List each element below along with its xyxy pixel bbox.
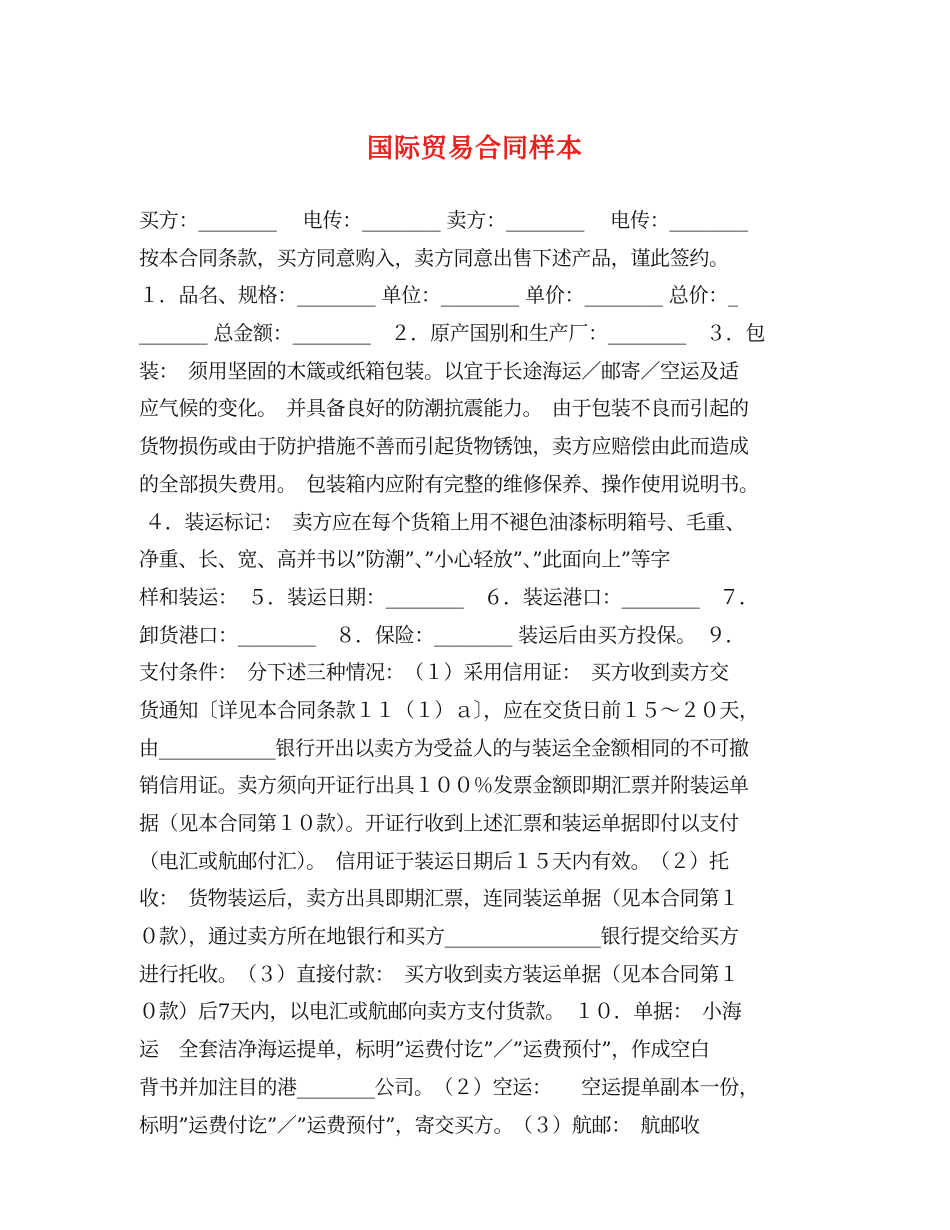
contract-line: 销信用证。卖方须向开证行出具１００％发票金额即期汇票并附装运单 xyxy=(139,773,749,798)
contract-line: 支付条件： 分下述三种情况： （１）采用信用证： 买方收到卖方交 xyxy=(139,660,729,685)
contract-line: 样和装运： ５．装运日期：________ ６．装运港口：________ ７． xyxy=(139,584,759,609)
contract-line: （电汇或航邮付汇）。 信用证于装运日期后１５天内有效。 （２）托 xyxy=(139,848,729,873)
contract-line: 卸货港口：________ ８．保险：________ 装运后由买方投保。 ９． xyxy=(139,622,746,647)
contract-line: 标明”运费付讫”／”运费预付”，寄交买方。 （３）航邮： 航邮收 xyxy=(139,1112,700,1137)
contract-line: ０款），通过卖方所在地银行和买方________________银行提交给买方 xyxy=(139,924,739,949)
contract-line: 货物损伤或由于防护措施不善而引起货物锈蚀，卖方应赔偿由此而造成 xyxy=(139,434,749,459)
contract-line: 按本合同条款，买方同意购入，卖方同意出售下述产品，谨此签约。 xyxy=(139,245,729,270)
contract-line: １．品名、规格：________ 单位：________ 单价：________ 总价：_ xyxy=(139,283,738,308)
contract-line: ０款）后7天内，以电汇或航邮向卖方支付货款。 １０．单据： 小海 xyxy=(139,999,742,1024)
contract-line: 背书并加注目的港________公司。 （２）空运： 空运提单副本一份， xyxy=(139,1074,759,1099)
contract-line: 买方：________ 电传：________ 卖方：________ 电传：________ xyxy=(139,208,748,232)
contract-line: 的全部损失费用。 包装箱内应附有完整的维修保养、操作使用说明书。 xyxy=(139,471,759,496)
contract-line: _______ 总金额：________ ２．原产国别和生产厂：________ ３．包 xyxy=(139,321,766,346)
contract-line: 由____________银行开出以卖方为受益人的与装运全金额相同的不可撤 xyxy=(139,735,749,760)
contract-line: 净重、长、宽、高并书以”防潮”、”小心轻放”、”此面向上”等字 xyxy=(139,547,671,572)
contract-line: 运 全套洁净海运提单，标明”运费付讫”／”运费预付”，作成空白 xyxy=(139,1037,710,1062)
contract-line: 据（见本合同第１０款）。开证行收到上述汇票和装运单据即付以支付 xyxy=(139,811,739,835)
contract-line: 应气候的变化。 并具备良好的防潮抗震能力。 由于包装不良而引起的 xyxy=(139,396,749,421)
contract-line: 收： 货物装运后，卖方出具即期汇票，连同装运单据（见本合同第１ xyxy=(139,886,739,911)
contract-line: 装： 须用坚固的木箴或纸箱包装。以宜于长途海运／邮寄／空运及适 xyxy=(139,358,739,383)
contract-line: 货通知〔详见本合同条款１１（１）ａ〕，应在交货日前１５～２０天， xyxy=(139,697,759,722)
contract-line: ４．装运标记： 卖方应在每个货箱上用不褪色油漆标明箱号、毛重、 xyxy=(139,509,746,534)
contract-body xyxy=(139,202,839,1144)
document-title: 国际贸易合同样本 xyxy=(366,134,583,164)
contract-line: 进行托收。 （３）直接付款： 买方收到卖方装运单据（见本合同第１ xyxy=(139,961,739,986)
